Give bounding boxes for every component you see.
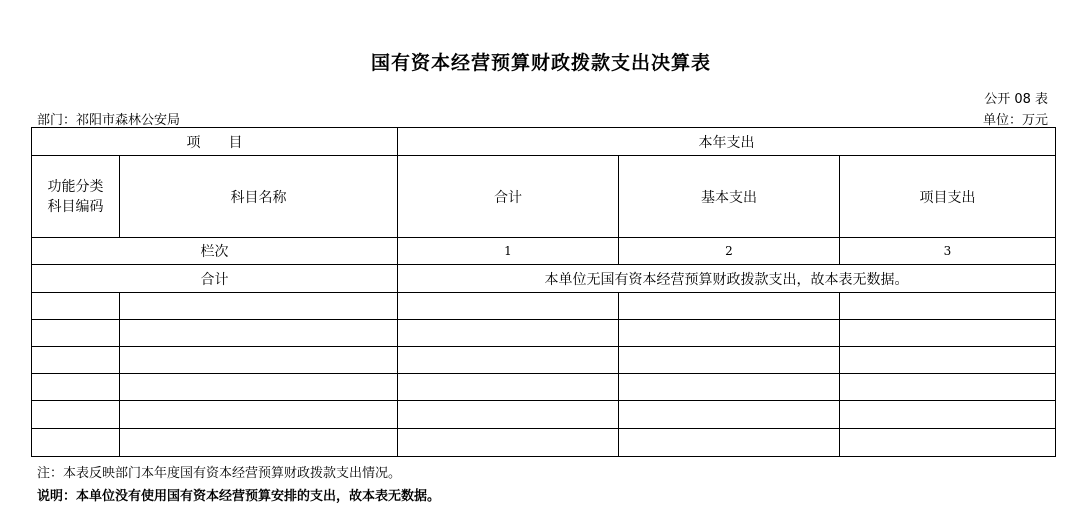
empty-cell bbox=[619, 293, 840, 320]
empty-cell bbox=[619, 374, 840, 401]
table-row bbox=[32, 293, 1056, 320]
empty-cell bbox=[398, 293, 619, 320]
empty-cell bbox=[840, 401, 1056, 429]
empty-cell bbox=[398, 429, 619, 457]
table-row bbox=[32, 347, 1056, 374]
table-row bbox=[32, 320, 1056, 347]
explanation-text: 说明：本单位没有使用国有资本经营预算安排的支出，故本表无数据。 bbox=[37, 489, 441, 504]
empty-cell bbox=[619, 429, 840, 457]
department-label: 部门：祁阳市森林公安局 bbox=[37, 113, 181, 128]
header-this-year: 本年支出 bbox=[398, 128, 1056, 156]
table-row bbox=[32, 429, 1056, 457]
col-total: 合计 bbox=[398, 156, 619, 238]
header-row-1 bbox=[32, 128, 1056, 156]
empty-cell bbox=[32, 401, 120, 429]
column-index-2: 2 bbox=[619, 238, 840, 265]
col-project: 项目支出 bbox=[840, 156, 1056, 238]
empty-cell bbox=[120, 429, 398, 457]
expenditure-table bbox=[31, 127, 1056, 457]
empty-cell bbox=[398, 320, 619, 347]
empty-cell bbox=[840, 374, 1056, 401]
total-row bbox=[32, 265, 1056, 293]
col-subject-name: 科目名称 bbox=[120, 156, 398, 238]
empty-cell bbox=[619, 320, 840, 347]
empty-cell bbox=[120, 347, 398, 374]
empty-cell bbox=[32, 320, 120, 347]
header-item: 项 目 bbox=[32, 128, 398, 156]
unit-label: 单位：万元 bbox=[982, 113, 1048, 128]
empty-cell bbox=[398, 401, 619, 429]
page-title: 国有资本经营预算财政拨款支出决算表 bbox=[370, 52, 711, 74]
empty-cell bbox=[32, 429, 120, 457]
column-index-label: 栏次 bbox=[32, 238, 398, 265]
col-basic: 基本支出 bbox=[619, 156, 840, 238]
table-row bbox=[32, 401, 1056, 429]
form-code: 公开 08 表 bbox=[984, 92, 1048, 107]
empty-cell bbox=[32, 347, 120, 374]
empty-cell bbox=[840, 429, 1056, 457]
column-index-row bbox=[32, 238, 1056, 265]
empty-cell bbox=[32, 374, 120, 401]
header-row-2 bbox=[32, 156, 1056, 238]
empty-cell bbox=[840, 347, 1056, 374]
empty-cell bbox=[840, 320, 1056, 347]
empty-cell bbox=[619, 401, 840, 429]
empty-cell bbox=[840, 293, 1056, 320]
empty-cell bbox=[32, 293, 120, 320]
table-row bbox=[32, 374, 1056, 401]
column-index-3: 3 bbox=[840, 238, 1056, 265]
empty-cell bbox=[120, 374, 398, 401]
empty-cell bbox=[120, 320, 398, 347]
empty-cell bbox=[619, 347, 840, 374]
note-text: 注：本表反映部门本年度国有资本经营预算财政拨款支出情况。 bbox=[37, 466, 402, 481]
empty-cell bbox=[398, 374, 619, 401]
empty-cell bbox=[120, 401, 398, 429]
empty-cell bbox=[398, 347, 619, 374]
total-message: 本单位无国有资本经营预算财政拨款支出，故本表无数据。 bbox=[398, 265, 1056, 293]
col-func-code: 功能分类 科目编码 bbox=[32, 156, 120, 238]
empty-cell bbox=[120, 293, 398, 320]
total-label: 合计 bbox=[32, 265, 398, 293]
column-index-1: 1 bbox=[398, 238, 619, 265]
